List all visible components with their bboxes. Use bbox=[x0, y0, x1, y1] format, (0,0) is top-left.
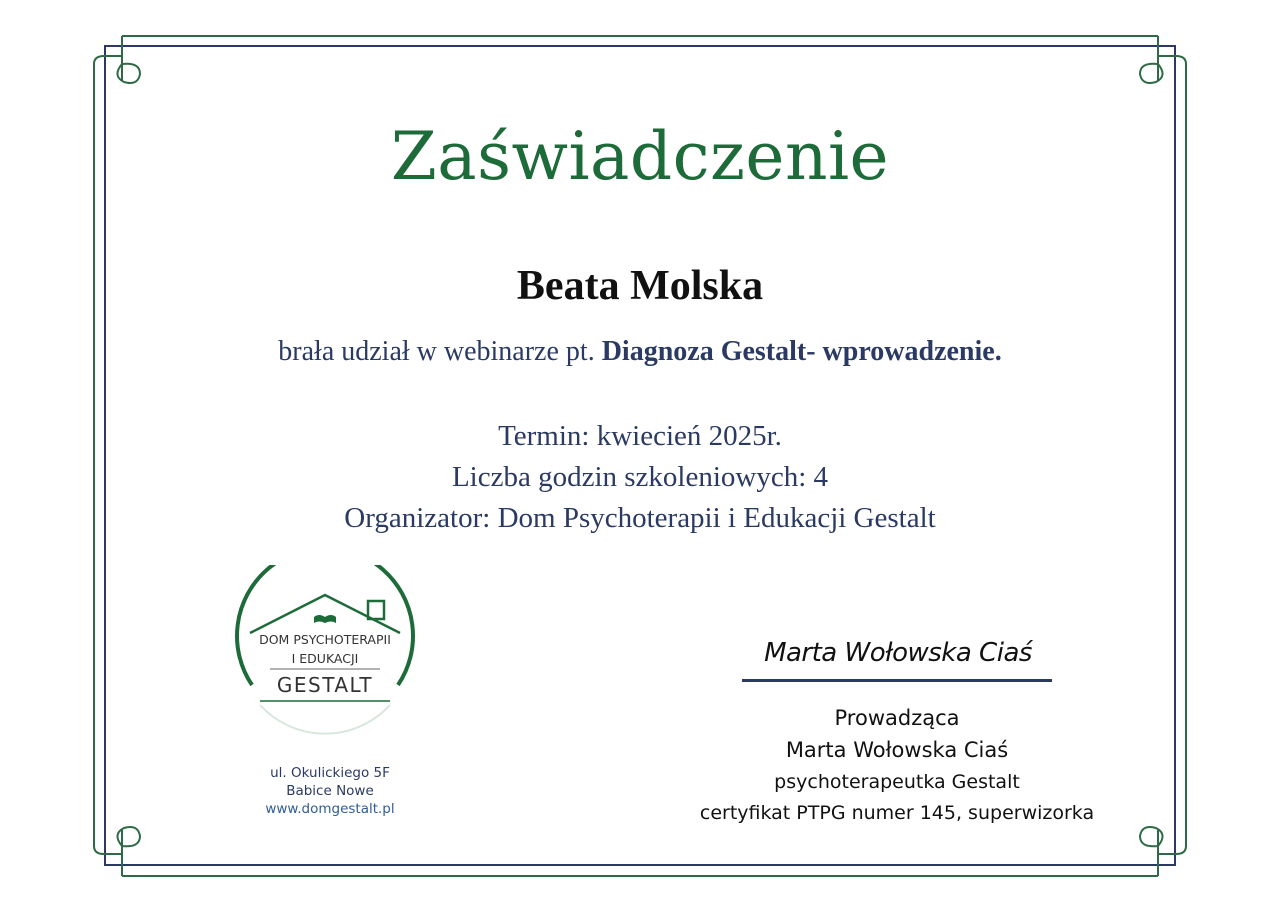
logo-line-3: GESTALT bbox=[276, 673, 374, 697]
logo-line-1: DOM PSYCHOTERAPII bbox=[259, 632, 391, 647]
participant-name: Beata Molska bbox=[516, 263, 764, 309]
signer-role: Prowadząca bbox=[834, 706, 960, 730]
certificate-details bbox=[0, 416, 1280, 539]
address-street: ul. Okulickiego 5F bbox=[270, 765, 390, 781]
term-line: Termin: kwiecień 2025r. bbox=[498, 420, 782, 452]
website-link[interactable]: www.domgestalt.pl bbox=[265, 801, 395, 817]
signer-name: Marta Wołowska Ciaś bbox=[785, 738, 1009, 762]
logo-line-2: I EDUKACJI bbox=[291, 651, 359, 666]
organizer-logo bbox=[230, 565, 420, 755]
signer-profession: psychoterapeutka Gestalt bbox=[774, 771, 1020, 793]
certificate-title: Zaświadczenie bbox=[390, 118, 890, 195]
organizer-address bbox=[220, 764, 440, 818]
hours-line: Liczba godzin szkoleniowych: 4 bbox=[451, 461, 829, 493]
handwritten-signature: Marta Wołowska Ciaś bbox=[764, 638, 1032, 668]
webinar-title: Diagnoza Gestalt- wprowadzenie. bbox=[601, 336, 1002, 367]
participation-text: brała udział w webinarze pt. bbox=[278, 336, 595, 367]
signer-block bbox=[640, 702, 1154, 828]
address-city: Babice Nowe bbox=[286, 783, 374, 799]
participation-line bbox=[0, 336, 1280, 368]
signer-certificate: certyfikat PTPG numer 145, superwizorka bbox=[699, 802, 1095, 824]
signature-line bbox=[742, 679, 1052, 682]
organizer-line: Organizator: Dom Psychoterapii i Edukacji Gestalt bbox=[344, 502, 936, 534]
